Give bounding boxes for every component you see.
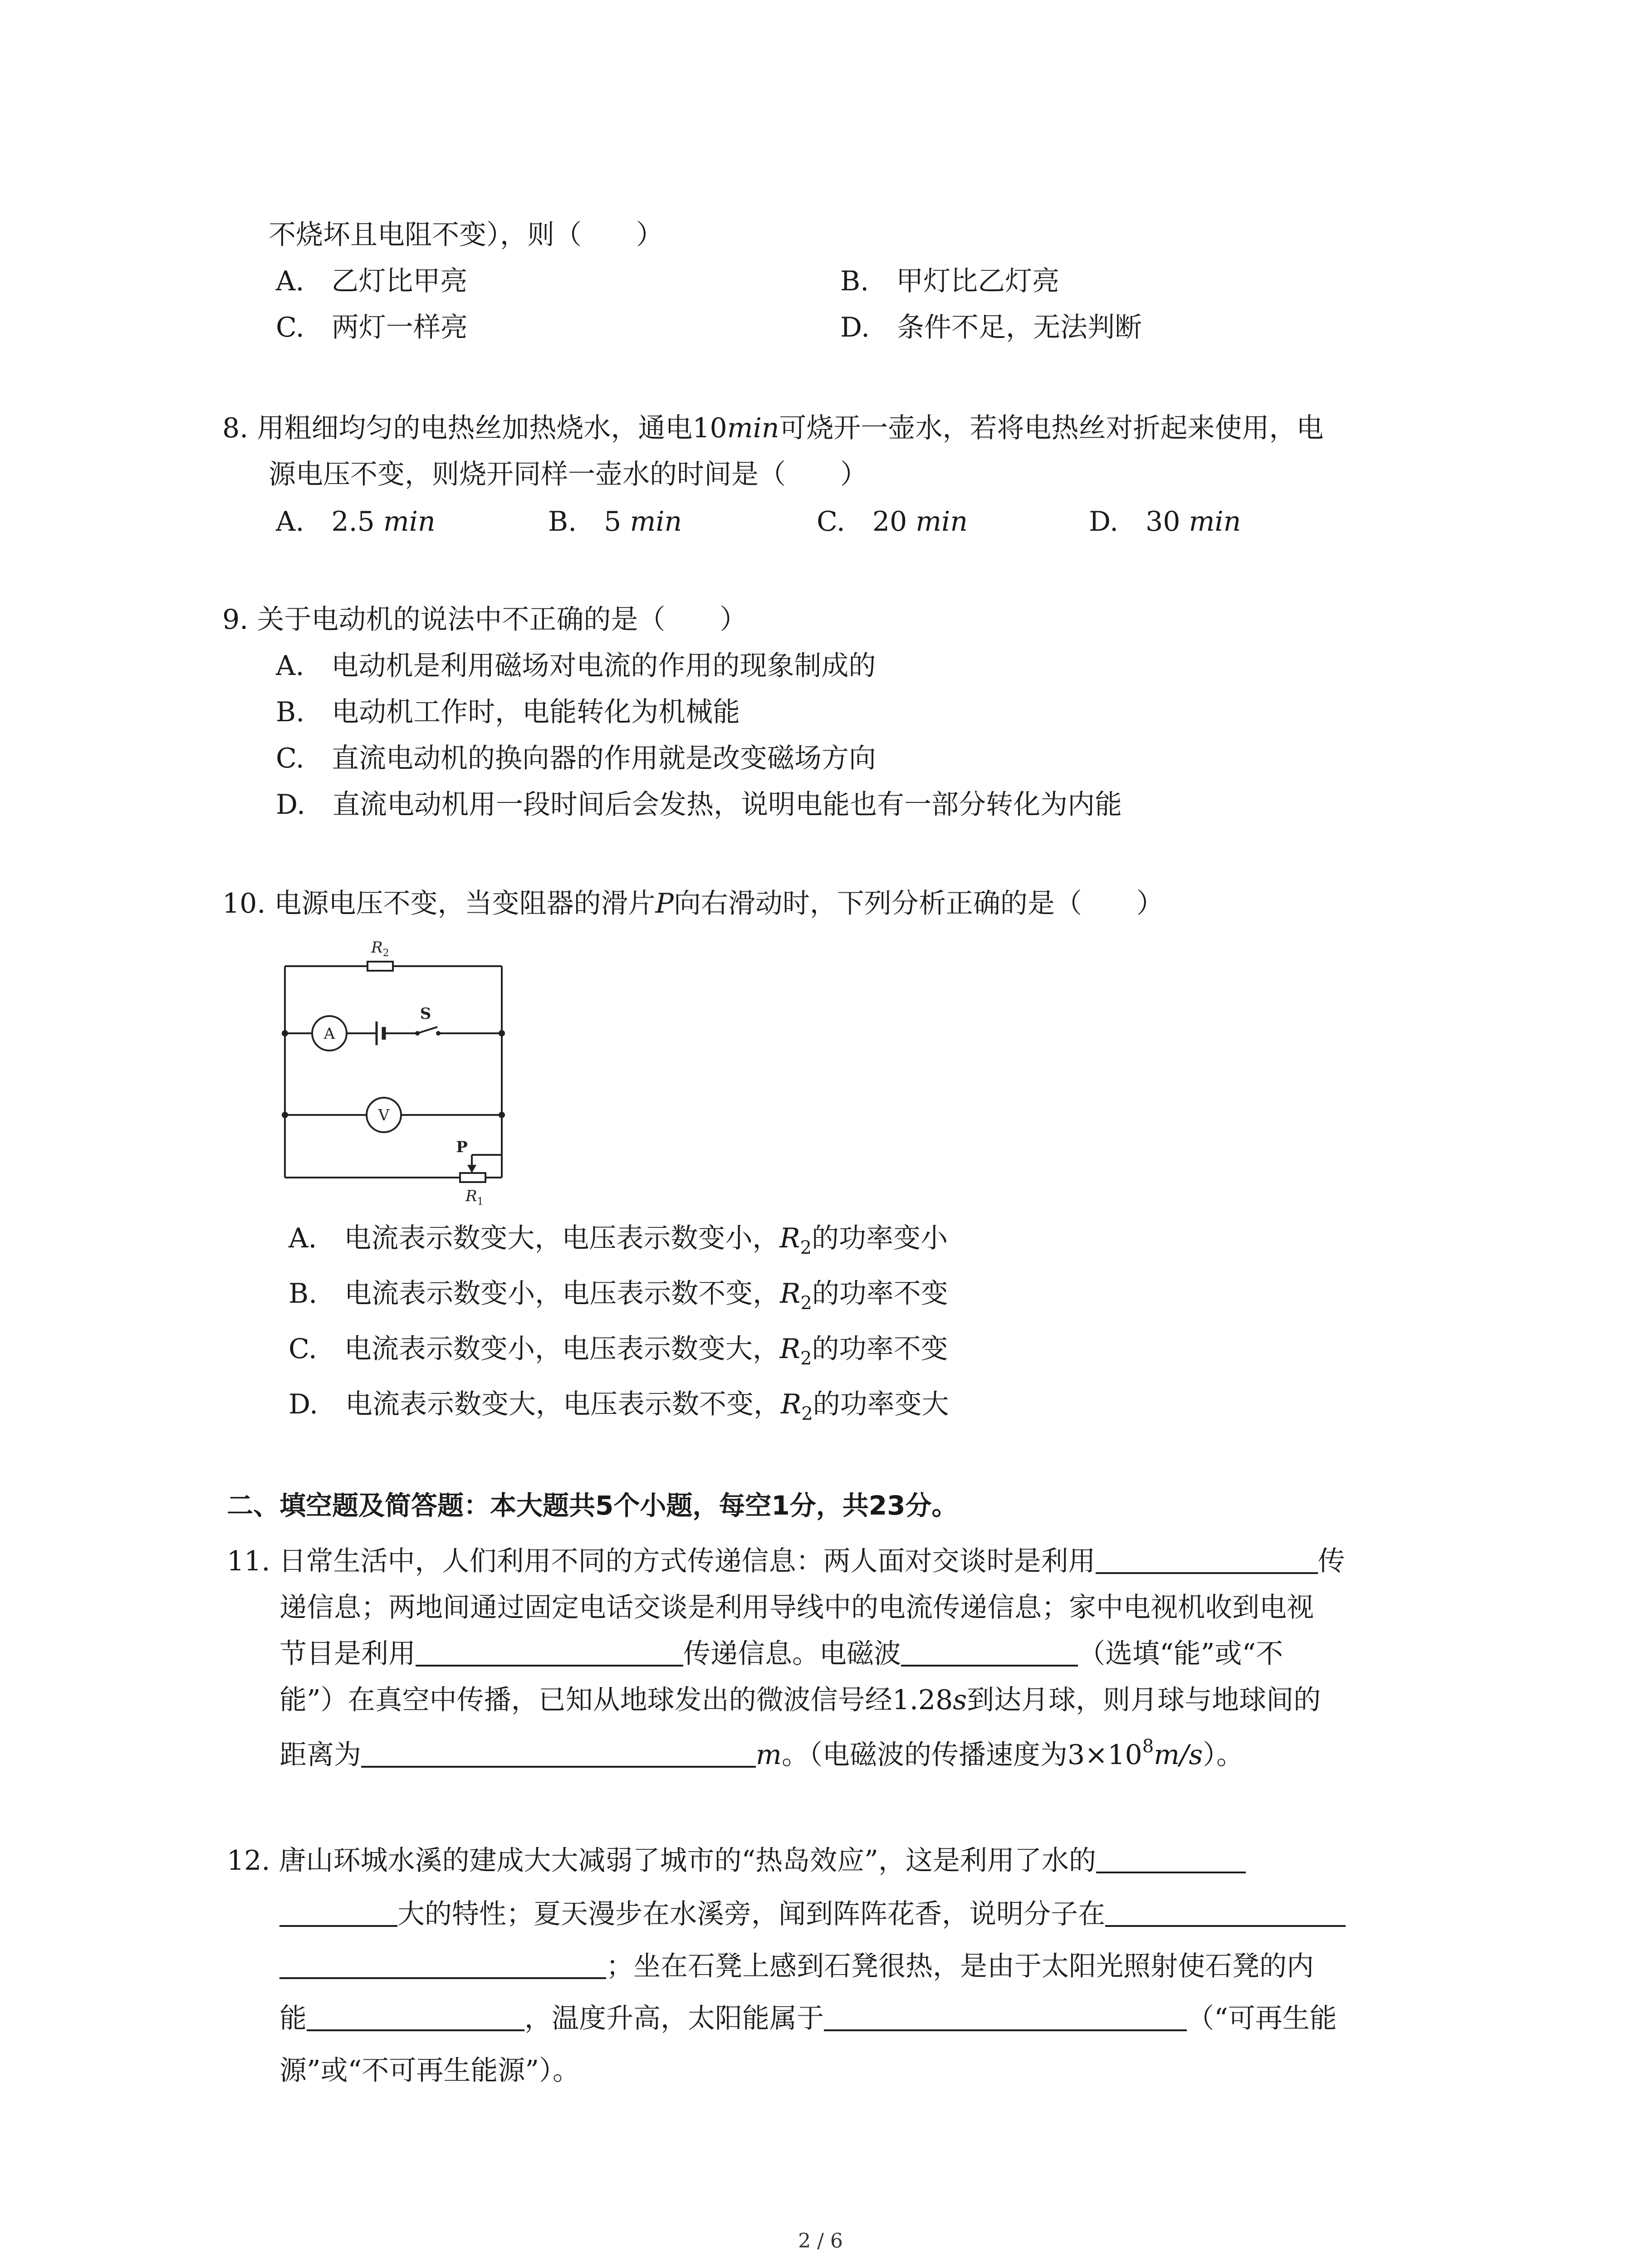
- text: ，温度升高，太阳能属于: [524, 2003, 824, 2034]
- text: 距离为: [279, 1739, 361, 1771]
- q11-line3: [279, 1638, 1283, 1670]
- option-letter: B.: [276, 696, 305, 728]
- text: 个小题，每空: [613, 1490, 772, 1521]
- text: 用粗细均匀的电热丝加热烧水，通电: [257, 412, 693, 444]
- q12-line4: [279, 2005, 1337, 2032]
- r-subscript: 2: [800, 1293, 812, 1314]
- q12-line3: [279, 1950, 1314, 1982]
- label-r1: $R_1$: [465, 1187, 484, 1207]
- slider-arrow-icon: [467, 1165, 476, 1173]
- option-value: 5: [604, 506, 622, 538]
- q7-option-d[interactable]: [840, 314, 1142, 341]
- unit: m/s: [1154, 1739, 1203, 1771]
- option-text: 的功率不变: [812, 1278, 948, 1310]
- option-text: 甲灯比乙灯亮: [896, 265, 1060, 297]
- text: 能”）在真空中传播，已知从地球发出的微波信号经: [279, 1684, 892, 1716]
- q7-option-a[interactable]: [276, 265, 468, 297]
- q8-option-b[interactable]: [548, 506, 682, 538]
- number: 1.28: [892, 1684, 953, 1716]
- unit: min: [727, 412, 779, 444]
- number: 5: [595, 1490, 614, 1521]
- q8-option-c[interactable]: [817, 506, 968, 538]
- option-letter: A.: [276, 650, 304, 682]
- rheostat-r1: [460, 1173, 485, 1182]
- answer-blank[interactable]: [279, 1901, 397, 1927]
- question-number: 12.: [227, 1845, 270, 1877]
- q8-option-a[interactable]: [276, 506, 436, 538]
- option-text: 直流电动机的换向器的作用就是改变磁场方向: [331, 743, 876, 774]
- answer-blank[interactable]: [307, 2006, 524, 2031]
- option-text: 乙灯比甲亮: [331, 265, 468, 297]
- answer-blank[interactable]: [279, 1954, 606, 1979]
- q10-option-a[interactable]: [289, 1222, 948, 1258]
- question-number: 8.: [222, 412, 249, 444]
- option-letter: B.: [289, 1278, 318, 1310]
- option-text: 电流表示数变大，电压表示数变小，: [344, 1222, 780, 1254]
- option-unit: min: [916, 506, 968, 538]
- q12-line2: [279, 1898, 1346, 1930]
- answer-blank[interactable]: [1096, 1848, 1246, 1873]
- label-r2: $R_2$: [371, 938, 389, 959]
- answer-blank[interactable]: [824, 2006, 1187, 2031]
- q9-option-d[interactable]: [276, 789, 1122, 821]
- label-voltmeter: V: [378, 1106, 390, 1124]
- section2-heading: [227, 1492, 958, 1519]
- switch-icon: [417, 1027, 437, 1033]
- text: 节目是利用: [279, 1638, 416, 1670]
- question-number: 10.: [222, 888, 266, 919]
- option-letter: C.: [276, 743, 304, 774]
- option-text: 电流表示数变小，电压表示数变大，: [344, 1333, 780, 1365]
- r-subscript: 2: [801, 1403, 813, 1424]
- q9-stem: [222, 606, 747, 633]
- r-subscript: 2: [800, 1348, 812, 1369]
- q12-line5: 源”或“不可再生能源”）。: [279, 2055, 580, 2087]
- option-letter: C.: [289, 1333, 317, 1365]
- option-letter: A.: [276, 265, 304, 297]
- number: 10: [692, 412, 727, 444]
- q11-line1: [227, 1545, 1345, 1577]
- number: 23: [868, 1490, 906, 1521]
- option-text: 两灯一样亮: [331, 312, 468, 343]
- text: 分。: [905, 1490, 958, 1521]
- option-value: 2.5: [331, 506, 375, 538]
- text: 。（电磁波的传播速度为: [781, 1739, 1068, 1771]
- text: 日常生活中，人们利用不同的方式传递信息：两人面对交谈时是利用: [279, 1545, 1096, 1577]
- text: 能: [279, 2003, 307, 2034]
- option-unit: min: [383, 506, 436, 538]
- q11-line4: [279, 1686, 1321, 1714]
- text: 可烧开一壶水，若将电热丝对折起来使用，电: [779, 412, 1324, 444]
- q9-option-b[interactable]: [276, 696, 740, 728]
- text: ）。: [1203, 1739, 1244, 1771]
- text: （选填“能”或“不: [1078, 1638, 1283, 1670]
- option-unit: min: [630, 506, 682, 538]
- label-switch: S: [420, 1005, 431, 1023]
- q10-stem: [222, 890, 1164, 917]
- answer-blank[interactable]: [1105, 1901, 1346, 1927]
- circuit-diagram: [276, 933, 512, 1214]
- option-text: 电流表示数变大，电压表示数不变，: [345, 1388, 781, 1420]
- text: 大的特性；夏天漫步在水溪旁，闻到阵阵花香，说明分子在: [397, 1898, 1105, 1930]
- r-symbol: R: [781, 1388, 802, 1420]
- option-text: 条件不足，无法判断: [897, 312, 1142, 343]
- label-slider: P: [456, 1138, 468, 1156]
- unit: m: [756, 1739, 782, 1771]
- unit: s: [953, 1684, 967, 1716]
- q11-line2: 递信息；两地间通过固定电话交谈是利用导线中的电流传递信息；家中电视机收到电视: [279, 1592, 1314, 1623]
- option-letter: D.: [1089, 506, 1119, 538]
- option-text: 电动机工作时，电能转化为机械能: [332, 696, 740, 728]
- q8-stem-line1: [222, 412, 1324, 444]
- r-symbol: R: [779, 1333, 801, 1365]
- slider-symbol: P: [655, 888, 674, 919]
- text: 传: [1318, 1545, 1345, 1577]
- option-letter: D.: [289, 1388, 318, 1420]
- text: ；坐在石凳上感到石凳很热，是由于太阳光照射使石凳的内: [606, 1950, 1314, 1982]
- text: 传递信息。电磁波: [683, 1638, 901, 1670]
- option-letter: C.: [276, 312, 304, 343]
- q10-option-d[interactable]: [289, 1388, 949, 1424]
- q9-option-a[interactable]: [276, 650, 876, 682]
- question-number: 11.: [227, 1545, 270, 1577]
- option-letter: B.: [548, 506, 577, 538]
- answer-blank[interactable]: [416, 1641, 683, 1667]
- option-value: 30: [1146, 506, 1181, 538]
- option-letter: A.: [276, 506, 304, 538]
- option-text: 电流表示数变小，电压表示数不变，: [344, 1278, 780, 1310]
- option-text: 电动机是利用磁场对电流的作用的现象制成的: [331, 650, 876, 682]
- q12-line1: [227, 1845, 1246, 1877]
- q7-option-b[interactable]: [840, 265, 1060, 297]
- r-symbol: R: [779, 1222, 800, 1254]
- label-ammeter: A: [323, 1025, 335, 1043]
- option-letter: D.: [276, 789, 306, 821]
- text: 唐山环城水溪的建成大大减弱了城市的“热岛效应”，这是利用了水的: [279, 1845, 1096, 1877]
- answer-blank[interactable]: [901, 1641, 1078, 1667]
- r-subscript: 2: [800, 1237, 812, 1258]
- option-letter: C.: [817, 506, 845, 538]
- option-unit: min: [1189, 506, 1241, 538]
- text: （“可再生能: [1187, 2003, 1337, 2034]
- text: 电源电压不变，当变阻器的滑片: [274, 888, 656, 919]
- text: 到达月球，则月球与地球间的: [967, 1684, 1321, 1716]
- q8-option-d[interactable]: [1089, 506, 1241, 538]
- option-letter: D.: [840, 312, 870, 343]
- text: 向右滑动时，下列分析正确的是（ ）: [673, 888, 1164, 919]
- q11-line5: [279, 1737, 1244, 1769]
- q8-stem-line2: 源电压不变，则烧开同样一壶水的时间是（ ）: [269, 459, 867, 490]
- resistor-r2: [367, 962, 393, 971]
- answer-blank[interactable]: [1096, 1549, 1318, 1574]
- text: 分，共: [789, 1490, 869, 1521]
- question-number: 9.: [222, 604, 249, 635]
- option-letter: A.: [289, 1222, 317, 1254]
- q9-option-c[interactable]: [276, 745, 876, 772]
- text: 关于电动机的说法中不正确的是（ ）: [257, 604, 747, 635]
- number: 3×10: [1067, 1739, 1142, 1771]
- q7-stem-continuation: 不烧坏且电阻不变），则（ ）: [269, 219, 663, 251]
- answer-blank[interactable]: [361, 1742, 756, 1768]
- option-text: 的功率变小: [812, 1222, 948, 1254]
- q10-option-b[interactable]: [289, 1280, 948, 1312]
- option-text: 的功率不变: [812, 1333, 948, 1365]
- q10-option-c[interactable]: [289, 1335, 948, 1368]
- option-value: 20: [872, 506, 907, 538]
- r-symbol: R: [780, 1278, 801, 1310]
- exponent: 8: [1142, 1736, 1154, 1757]
- option-text: 直流电动机用一段时间后会发热，说明电能也有一部分转化为内能: [333, 789, 1122, 821]
- q7-option-c[interactable]: [276, 314, 468, 341]
- option-text: 的功率变大: [813, 1388, 949, 1420]
- number: 1: [771, 1490, 790, 1521]
- page-number: 2 / 6: [798, 2229, 843, 2253]
- option-letter: B.: [840, 265, 869, 297]
- text: 二、填空题及简答题：本大题共: [227, 1490, 596, 1521]
